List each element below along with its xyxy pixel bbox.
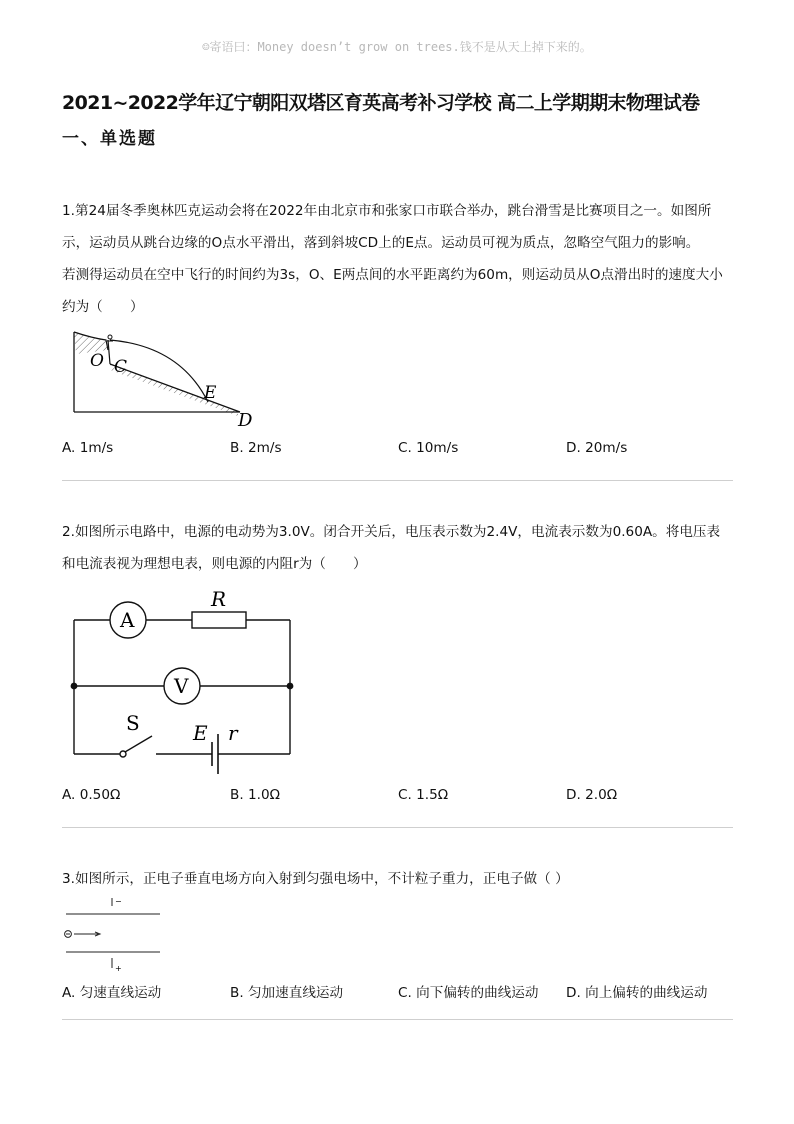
section-heading: 一、单选题	[62, 129, 157, 149]
q2-option-d[interactable]: D. 2.0Ω	[566, 787, 618, 803]
label-O: O	[90, 351, 104, 371]
q2-option-b[interactable]: B. 1.0Ω	[230, 787, 280, 803]
q3-option-d[interactable]: D. 向上偏转的曲线运动	[566, 985, 708, 1001]
q3-electric-field-figure	[62, 892, 172, 976]
question-2-text	[62, 516, 737, 580]
q2-options	[62, 787, 742, 811]
divider	[62, 480, 733, 481]
internal-resistance-label: r	[228, 721, 238, 745]
q2-option-a[interactable]: A. 0.50Ω	[62, 787, 121, 803]
q2-line: 2.如图所示电路中，电源的电动势为3.0V。闭合开关后，电压表示数为2.4V，电流表示数为0.60A。将电压表	[62, 524, 721, 540]
q1-line: 若测得运动员在空中飞行的时间约为3s，O、E两点间的水平距离约为60m，则运动员从O点滑出时的速度大小	[62, 267, 723, 283]
divider	[62, 1019, 733, 1020]
label-E: E	[204, 383, 217, 403]
q3-option-b[interactable]: B. 匀加速直线运动	[230, 985, 344, 1001]
paper-title: 2021~2022学年辽宁朝阳双塔区育英高考补习学校 高二上学期期末物理试卷	[62, 92, 700, 114]
q3-options	[62, 981, 742, 1005]
q1-option-b[interactable]: B. 2m/s	[230, 440, 282, 456]
voltmeter-label: V	[174, 674, 189, 698]
q1-options	[62, 440, 742, 464]
switch-label: S	[126, 711, 140, 735]
q1-line: 约为（ ）	[62, 299, 144, 315]
question-1-text	[62, 195, 737, 323]
q3-option-a[interactable]: A. 匀速直线运动	[62, 985, 162, 1001]
q1-ski-jump-figure	[62, 328, 262, 431]
q2-circuit-figure	[62, 584, 302, 774]
label-D: D	[238, 410, 253, 431]
resistor-label: R	[211, 587, 227, 611]
bottom-plate-sign: +	[115, 964, 122, 973]
watermark: ☺寄语曰：Money doesn’t grow on trees.钱不是从天上掉下来的。	[202, 40, 592, 54]
q1-option-a[interactable]: A. 1m/s	[62, 440, 114, 456]
q3-option-c[interactable]: C. 向下偏转的曲线运动	[398, 985, 539, 1001]
q1-option-d[interactable]: D. 20m/s	[566, 440, 628, 456]
q1-line: 1.第24届冬季奥林匹克运动会将在2022年由北京市和张家口市联合举办，跳台滑雪是比赛项目之一。如图所	[62, 203, 712, 219]
q1-line: 示，运动员从跳台边缘的O点水平滑出，落到斜坡CD上的E点。运动员可视为质点，忽略空气阻力的影响。	[62, 235, 700, 251]
q2-line: 和电流表视为理想电表，则电源的内阻r为（ ）	[62, 556, 367, 572]
question-3-text	[62, 863, 737, 895]
q3-line: 3.如图所示，正电子垂直电场方向入射到匀强电场中，不计粒子重力，正电子做（ ）	[62, 871, 569, 887]
q2-option-c[interactable]: C. 1.5Ω	[398, 787, 449, 803]
divider	[62, 827, 733, 828]
q1-option-c[interactable]: C. 10m/s	[398, 440, 459, 456]
label-C: C	[114, 357, 128, 377]
top-plate-sign: −	[115, 897, 122, 906]
ammeter-label: A	[120, 608, 135, 632]
emf-label: E	[193, 721, 208, 745]
